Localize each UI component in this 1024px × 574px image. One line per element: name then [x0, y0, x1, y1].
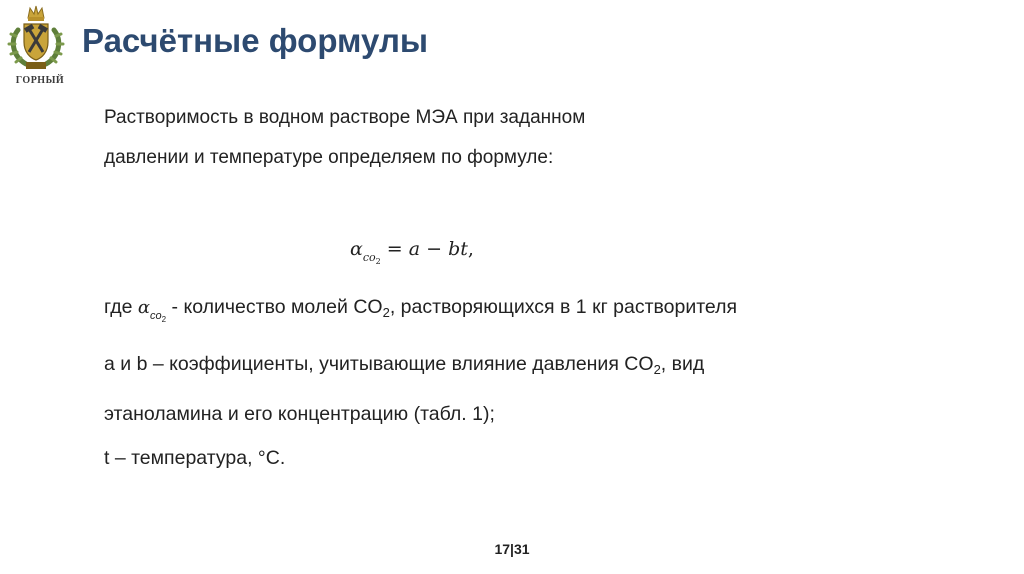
page-total: 31 — [513, 541, 530, 557]
intro-line-1: Растворимость в водном растворе МЭА при заданном — [104, 107, 586, 128]
definition-sub-2: 2 — [161, 315, 167, 324]
emblem-icon — [4, 2, 68, 74]
formula-sub-co: co — [362, 251, 376, 264]
definition-alpha: α — [137, 297, 151, 318]
definition-line-3: этаноламина и его концентрацию (табл. 1); — [104, 403, 495, 425]
coefficients-text: a и b – коэффициенты, учитывающие влияние давления CO — [104, 353, 654, 375]
formula-subscript — [363, 251, 381, 264]
formula-bt: bt — [448, 238, 468, 260]
formula-a: a — [408, 238, 421, 260]
coefficients-rest: , вид — [660, 353, 705, 375]
emblem-caption: ГОРНЫЙ — [15, 75, 65, 86]
intro-text — [104, 98, 924, 178]
definition-line-1 — [104, 285, 984, 342]
formula-sub-2: 2 — [375, 257, 381, 266]
slide-title: Расчётные формулы — [82, 22, 429, 59]
page-current: 17 — [494, 541, 511, 557]
definition-rest: , растворяющихся в 1 кг растворителя — [389, 296, 738, 318]
university-emblem — [4, 2, 68, 88]
definition-line-2 — [104, 342, 984, 392]
definition-prefix: где — [104, 296, 138, 318]
formula-tail: , — [467, 238, 474, 260]
definition-co2-subscript: 2 — [382, 305, 390, 320]
coefficients-co2-subscript: 2 — [653, 362, 661, 377]
formula-alpha: α — [350, 238, 363, 260]
formula-minus: − — [420, 238, 449, 260]
intro-line-2: давлении и температуре определяем по формуле: — [104, 147, 554, 168]
definitions-block — [104, 285, 984, 480]
definition-sub-co: co — [150, 310, 162, 322]
page-number — [0, 541, 1024, 557]
page-separator: | — [510, 541, 514, 557]
definition-text: - количество молей CO — [166, 296, 383, 318]
formula-equals: = — [380, 238, 409, 260]
definition-alpha-subscript — [150, 310, 166, 322]
solubility-formula — [350, 238, 474, 266]
definition-line-4: t – температура, °С. — [104, 447, 286, 469]
